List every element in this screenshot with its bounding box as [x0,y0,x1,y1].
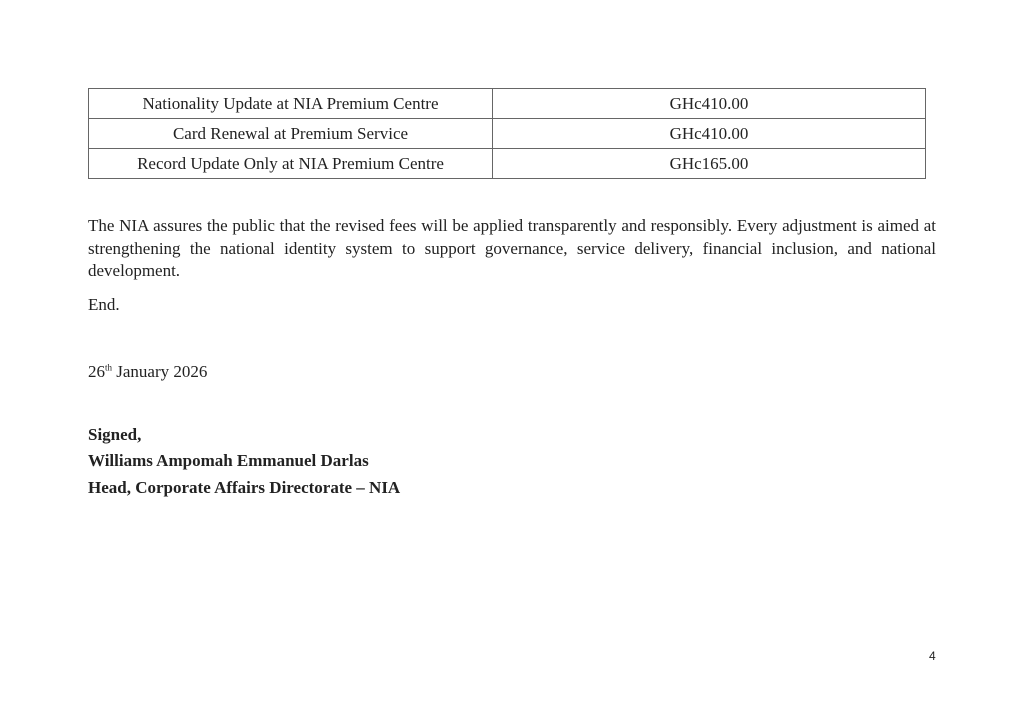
body-paragraph: The NIA assures the public that the revised fees will be applied transparently and responsibly. Every adjustment is aimed at strengthening the national identity system to support governance, service delivery, financial inclusion, and national development. [88,216,936,280]
service-cell: Nationality Update at NIA Premium Centre [89,89,493,119]
fee-cell: GHc410.00 [493,119,926,149]
signatory-title: Head, Corporate Affairs Directorate – NIA [88,478,401,497]
date [88,362,207,382]
date-month-year: January 2026 [116,362,208,381]
table-row [89,119,926,149]
end-text: End. [88,295,120,314]
fees-table [88,88,926,179]
date-suffix: th [105,362,113,373]
signed-label: Signed, [88,425,142,444]
fee-cell: GHc410.00 [493,89,926,119]
signatory-name: Williams Ampomah Emmanuel Darlas [88,451,369,470]
fee-cell: GHc165.00 [493,149,926,179]
page-number: 4 [929,649,936,663]
service-cell: Card Renewal at Premium Service [89,119,493,149]
date-day: 26 [88,362,105,381]
service-cell: Record Update Only at NIA Premium Centre [89,149,493,179]
table-row [89,89,926,119]
table-row [89,149,926,179]
